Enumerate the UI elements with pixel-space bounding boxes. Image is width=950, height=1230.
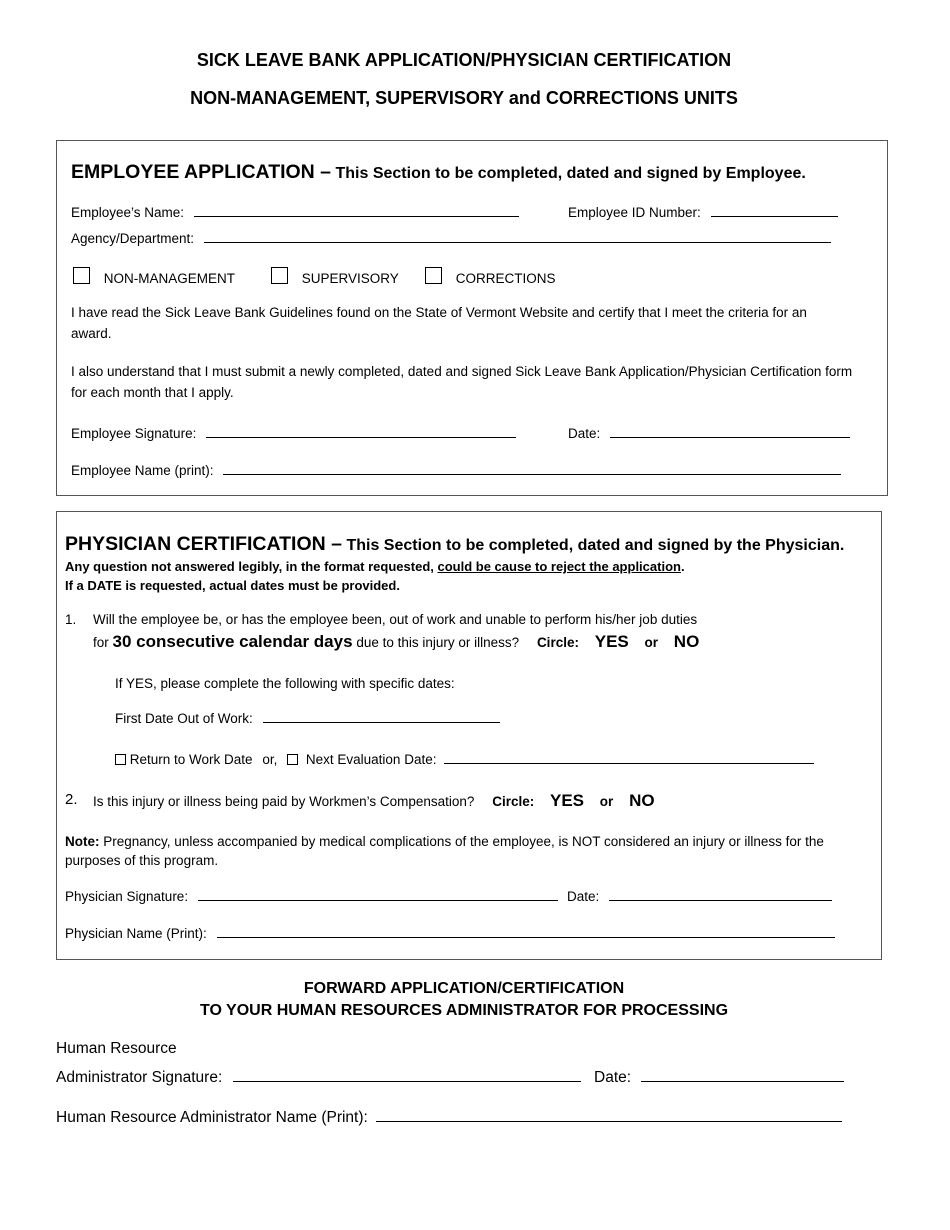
physician-signature-field[interactable] [198, 886, 558, 901]
physician-date-row [567, 886, 832, 904]
first-date-field[interactable] [263, 708, 500, 723]
hr-date-label: Date: [594, 1069, 632, 1086]
unit-option-supervisory[interactable]: SUPERVISORY [271, 267, 399, 286]
question-1-number: 1. [65, 612, 77, 627]
agency-row [71, 228, 831, 246]
next-evaluation-checkbox[interactable] [287, 754, 298, 765]
employee-date-label: Date: [568, 426, 601, 441]
employee-name-row [71, 202, 519, 220]
physician-certification-section [56, 511, 882, 960]
pregnancy-note: Note: Pregnancy, unless accompanied by medical complications of the employee, is NOT considered an injury or illness for the purposes of this program. [65, 834, 824, 868]
employee-id-label: Employee ID Number: [568, 205, 701, 220]
employee-date-row [568, 423, 850, 441]
employee-name-label: Employee’s Name: [71, 205, 185, 220]
employee-application-section [56, 140, 888, 496]
physician-date-field[interactable] [609, 886, 832, 901]
employee-signature-row [71, 423, 516, 441]
physician-print-row [65, 923, 835, 941]
hr-date-row [594, 1065, 844, 1087]
unit-option-non-management[interactable]: NON-MANAGEMENT [73, 267, 235, 286]
employee-id-field[interactable] [711, 202, 838, 217]
if-yes-instruction: If YES, please complete the following with specific dates: [115, 676, 455, 691]
employee-print-label: Employee Name (print): [71, 463, 214, 478]
certification-statement: I have read the Sick Leave Bank Guidelines found on the State of Vermont Website and certify that I meet the criteria for an award. [71, 305, 807, 341]
q2-yes-option[interactable]: YES [550, 791, 585, 810]
employee-print-row [71, 460, 841, 478]
question-1-line2: for 30 consecutive calendar days due to this injury or illness? Circle: YES or NO [93, 632, 700, 651]
corrections-checkbox[interactable] [425, 267, 442, 284]
hr-signature-label: Administrator Signature: [56, 1069, 223, 1086]
employee-date-field[interactable] [610, 423, 850, 438]
non-management-checkbox[interactable] [73, 267, 90, 284]
hr-date-field[interactable] [641, 1065, 844, 1082]
employee-signature-label: Employee Signature: [71, 426, 197, 441]
form-subtitle: NON-MANAGEMENT, SUPERVISORY and CORRECTIONS UNITS [190, 88, 738, 108]
hr-print-label: Human Resource Administrator Name (Print): [56, 1109, 368, 1126]
q2-no-option[interactable]: NO [629, 791, 655, 810]
physician-date-label: Date: [567, 889, 600, 904]
physician-print-label: Physician Name (Print): [65, 926, 207, 941]
form-title: SICK LEAVE BANK APPLICATION/PHYSICIAN CERTIFICATION [196, 50, 732, 70]
employee-id-row [568, 202, 838, 220]
physician-section-heading: PHYSICIAN CERTIFICATION – This Section to be completed, dated and signed by the Physician. [65, 533, 845, 555]
employee-section-heading: EMPLOYEE APPLICATION – This Section to be completed, dated and signed by Employee. [71, 161, 806, 183]
next-evaluation-date-field[interactable] [444, 749, 814, 764]
agency-field[interactable] [204, 228, 831, 243]
question-1-line1: Will the employee be, or has the employee been, out of work and unable to perform his/her job duties [93, 612, 698, 627]
q1-yes-option[interactable]: YES [594, 632, 629, 651]
hr-label-line1: Human Resource [56, 1040, 177, 1057]
hr-signature-row [56, 1065, 581, 1087]
hr-print-row [56, 1105, 842, 1127]
reject-warning: Any question not answered legibly, in the format requested, could be cause to reject the application. [65, 559, 685, 574]
date-requirement-note: If a DATE is requested, actual dates must be provided. [65, 578, 400, 593]
agency-label: Agency/Department: [71, 231, 195, 246]
employee-signature-field[interactable] [206, 423, 516, 438]
supervisory-checkbox[interactable] [271, 267, 288, 284]
physician-print-field[interactable] [217, 923, 835, 938]
employee-name-field[interactable] [194, 202, 519, 217]
forward-instruction-line2: TO YOUR HUMAN RESOURCES ADMINISTRATOR FOR PROCESSING [199, 1002, 729, 1019]
physician-signature-label: Physician Signature: [65, 889, 189, 904]
return-or-evaluation-row: Return to Work Date or, Next Evaluation Date: [115, 749, 814, 767]
forward-instruction-line1: FORWARD APPLICATION/CERTIFICATION [303, 980, 625, 997]
question-2-row: Is this injury or illness being paid by Workmen’s Compensation? Circle: YES or NO [93, 791, 655, 810]
hr-signature-field[interactable] [233, 1065, 581, 1082]
return-to-work-checkbox[interactable] [115, 754, 126, 765]
next-evaluation-label: Next Evaluation Date: [305, 752, 437, 767]
physician-signature-row [65, 886, 558, 904]
employee-print-field[interactable] [223, 460, 841, 475]
first-date-label: First Date Out of Work: [115, 711, 253, 726]
q1-no-option[interactable]: NO [673, 632, 700, 651]
unit-option-corrections[interactable]: CORRECTIONS [425, 267, 556, 286]
understanding-statement: I also understand that I must submit a newly completed, dated and signed Sick Leave Bank Application/Physician Certification form for each month that I apply. [71, 364, 853, 400]
question-2-number: 2. [65, 791, 78, 808]
hr-print-field[interactable] [376, 1105, 842, 1122]
first-date-row [115, 708, 500, 726]
return-to-work-label: Return to Work Date [129, 752, 253, 767]
